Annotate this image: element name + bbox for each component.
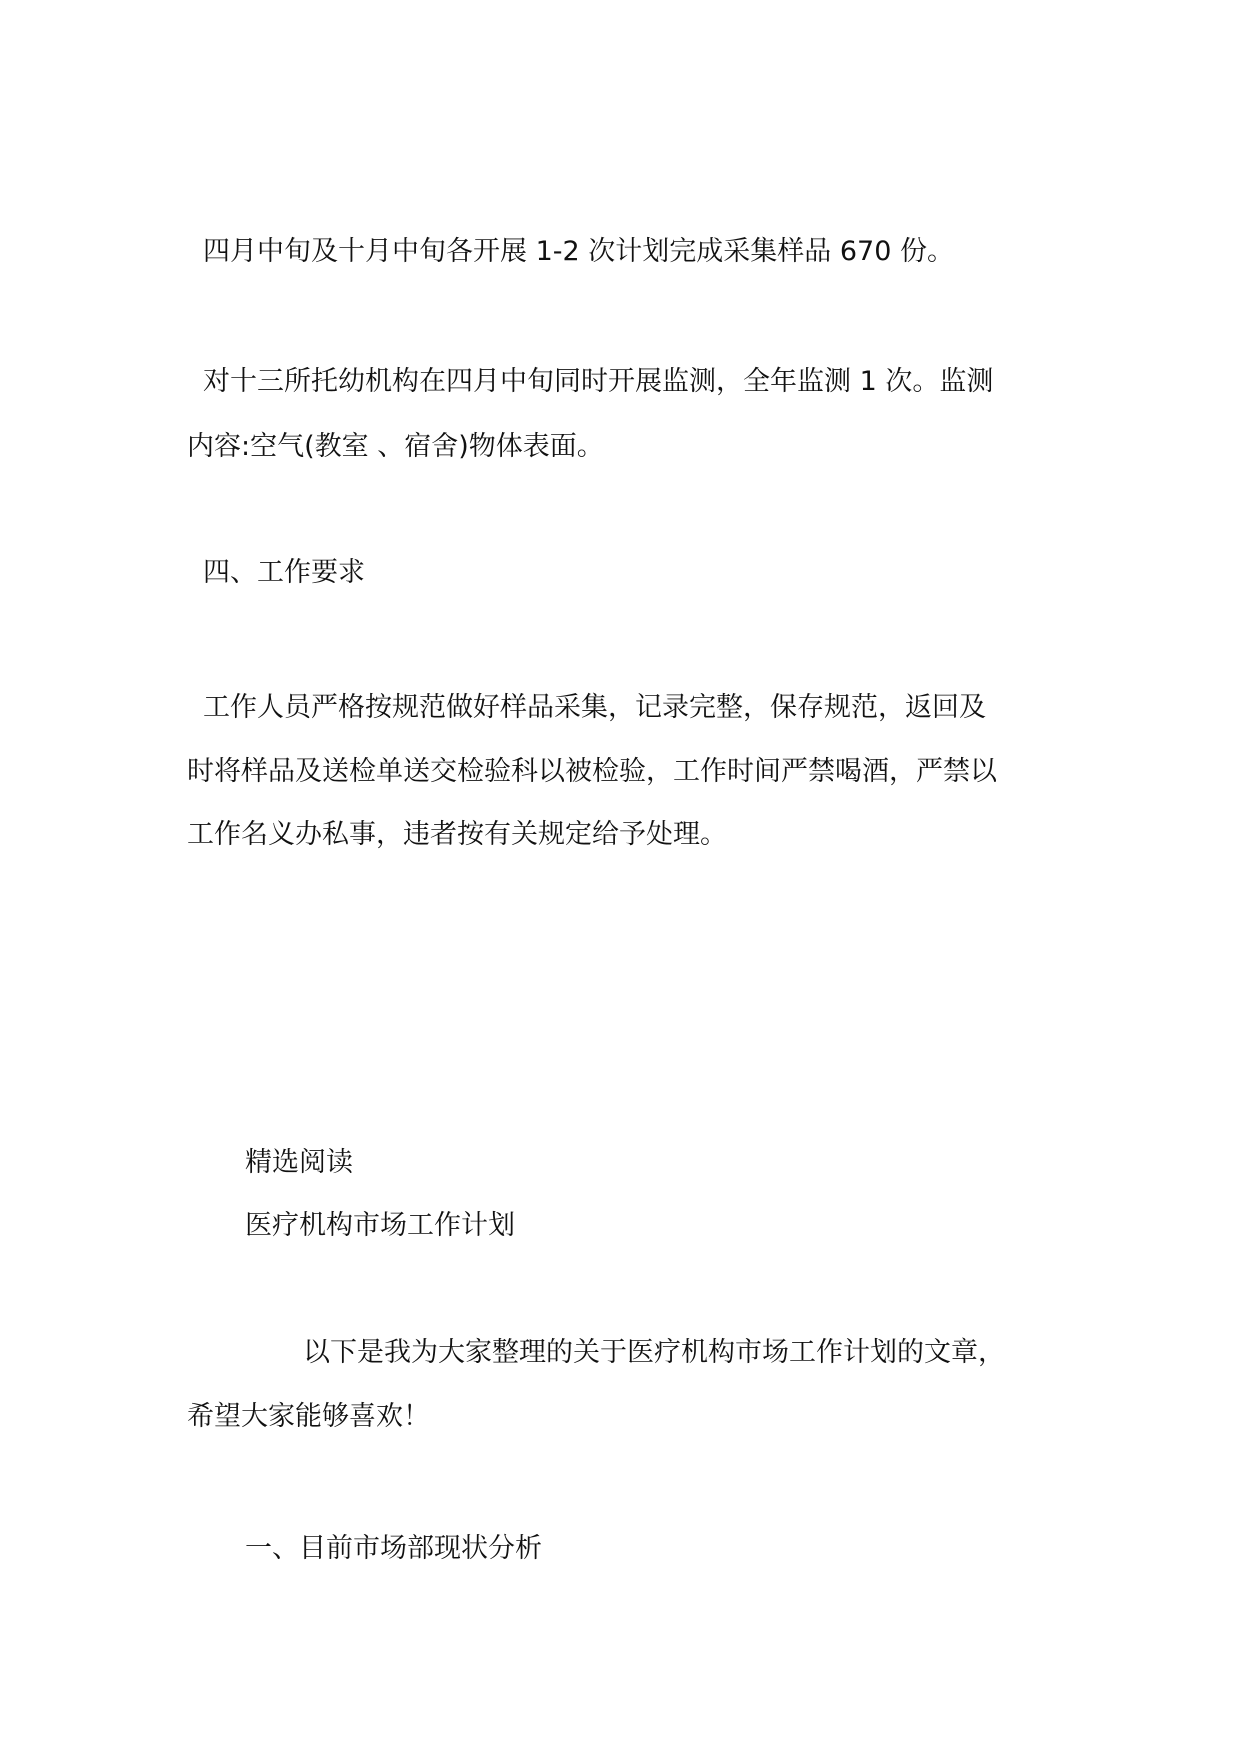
paragraph-monitoring-line-2: 内容:空气(教室 、宿舍)物体表面。	[187, 431, 604, 462]
featured-reading-label: 精选阅读	[245, 1147, 353, 1178]
section-heading-work-requirements: 四、工作要求	[203, 557, 365, 588]
paragraph-sampling-schedule: 四月中旬及十月中旬各开展 1-2 次计划完成采集样品 670 份。	[203, 236, 954, 267]
paragraph-requirements-line-1: 工作人员严格按规范做好样品采集，记录完整，保存规范，返回及	[203, 692, 986, 723]
paragraph-requirements-line-3: 工作名义办私事，违者按有关规定给予处理。	[187, 819, 727, 850]
section-heading-market-status: 一、目前市场部现状分析	[245, 1533, 542, 1564]
intro-paragraph-line-1: 以下是我为大家整理的关于医疗机构市场工作计划的文章，	[303, 1337, 1005, 1368]
featured-article-title: 医疗机构市场工作计划	[245, 1210, 515, 1241]
paragraph-monitoring-line-1: 对十三所托幼机构在四月中旬同时开展监测，全年监测 1 次。监测	[203, 366, 994, 397]
intro-paragraph-line-2: 希望大家能够喜欢！	[187, 1401, 430, 1432]
paragraph-requirements-line-2: 时将样品及送检单送交检验科以被检验，工作时间严禁喝酒，严禁以	[187, 756, 997, 787]
